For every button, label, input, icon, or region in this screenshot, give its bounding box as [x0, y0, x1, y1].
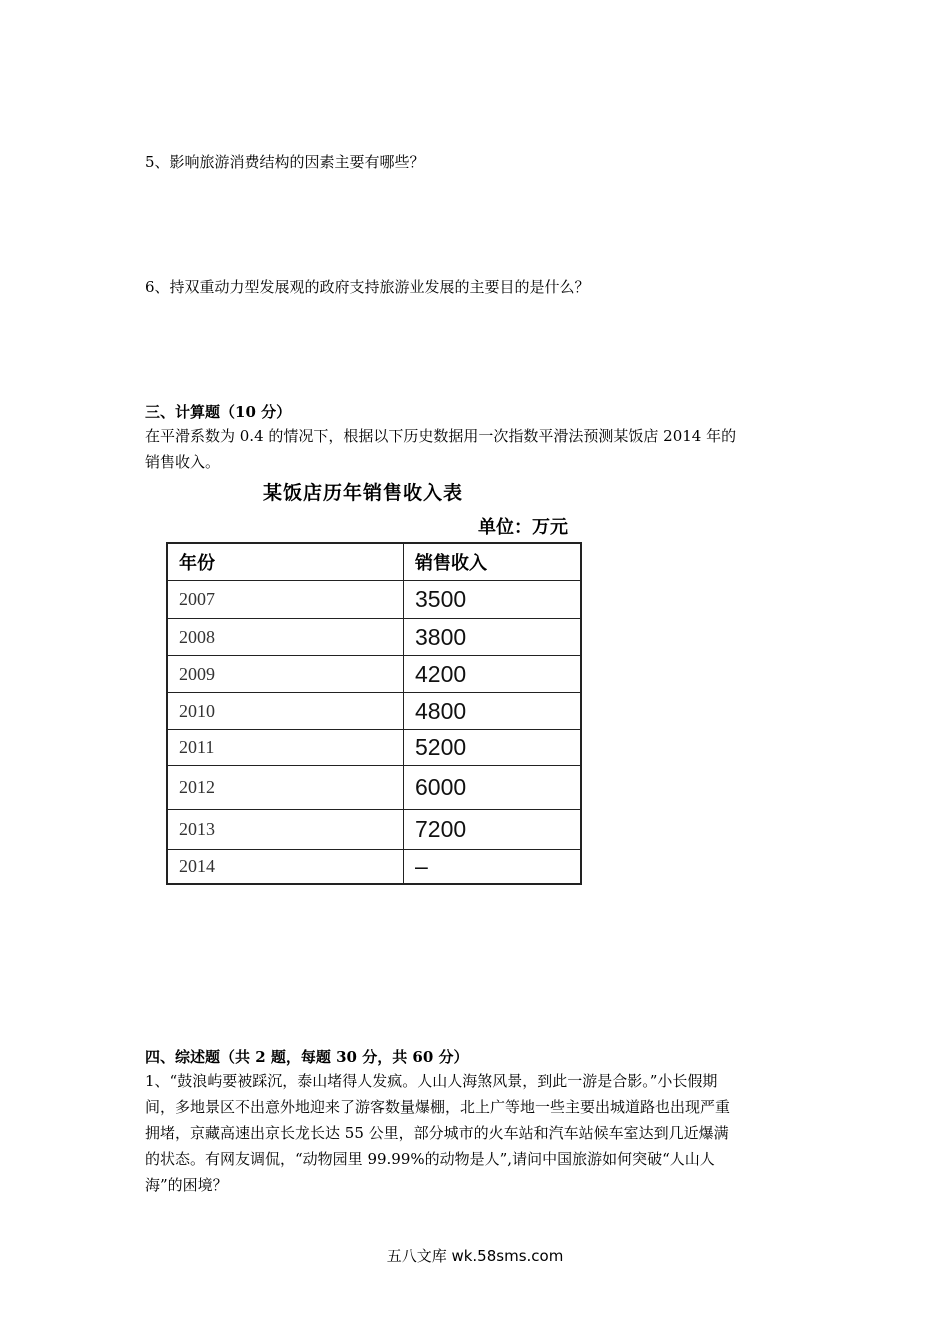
revenue-cell: 5200	[404, 730, 582, 766]
table-row	[167, 766, 581, 810]
question-line: 海”的困境？	[145, 1176, 228, 1194]
year-cell: 2009	[167, 656, 404, 693]
section-3-prompt	[145, 423, 810, 475]
header-revenue: 销售收入	[404, 543, 582, 581]
question-line: 拥堵，京藏高速出京长龙长达 55 公里，部分城市的火车站和汽车站候车室达到几近爆满	[145, 1124, 729, 1142]
sales-table	[166, 542, 582, 885]
revenue-cell: 7200	[404, 810, 582, 850]
year-cell: 2010	[167, 693, 404, 730]
table-row	[167, 693, 581, 730]
table-row	[167, 656, 581, 693]
revenue-cell: 4200	[404, 656, 582, 693]
prompt-line: 销售收入。	[145, 453, 221, 471]
footer-watermark: 五八文库 wk.58sms.com	[386, 1247, 564, 1265]
year-cell: 2008	[167, 619, 404, 656]
year-cell: 2011	[167, 730, 404, 766]
prompt-line: 在平滑系数为 0.4 的情况下，根据以下历史数据用一次指数平滑法预测某饭店 2014 年的	[145, 427, 737, 445]
year-cell: 2012	[167, 766, 404, 810]
table-row	[167, 581, 581, 619]
table-title: 某饭店历年销售收入表	[263, 482, 464, 504]
section-4-heading: 四、综述题（共 2 题，每题 30 分，共 60 分）	[145, 1048, 469, 1066]
question-line: 1、“鼓浪屿要被踩沉，泰山堵得人发疯。人山人海煞风景，到此一游是合影。”小长假期	[145, 1072, 718, 1090]
table-row	[167, 619, 581, 656]
table-unit: 单位：万元	[478, 517, 568, 538]
revenue-cell: 4800	[404, 693, 582, 730]
header-year: 年份	[167, 543, 404, 581]
revenue-cell: 3800	[404, 619, 582, 656]
question-line: 的状态。有网友调侃，“动物园里 99.99%的动物是人”,请问中国旅游如何突破“人山人	[145, 1150, 715, 1168]
year-cell: 2013	[167, 810, 404, 850]
table-row	[167, 850, 581, 884]
question-line: 间，多地景区不出意外地迎来了游客数量爆棚，北上广等地一些主要出城道路也出现严重	[145, 1098, 731, 1116]
revenue-cell: 3500	[404, 581, 582, 619]
revenue-cell: –	[404, 850, 582, 884]
table-header-row	[167, 543, 581, 581]
essay-question-1	[145, 1068, 810, 1198]
table-row	[167, 810, 581, 850]
section-3-heading: 三、计算题（10 分）	[145, 403, 292, 421]
revenue-cell: 6000	[404, 766, 582, 810]
year-cell: 2014	[167, 850, 404, 884]
question-5: 5、影响旅游消费结构的因素主要有哪些？	[145, 153, 425, 171]
question-6: 6、持双重动力型发展观的政府支持旅游业发展的主要目的是什么？	[145, 278, 590, 296]
table-row	[167, 730, 581, 766]
year-cell: 2007	[167, 581, 404, 619]
